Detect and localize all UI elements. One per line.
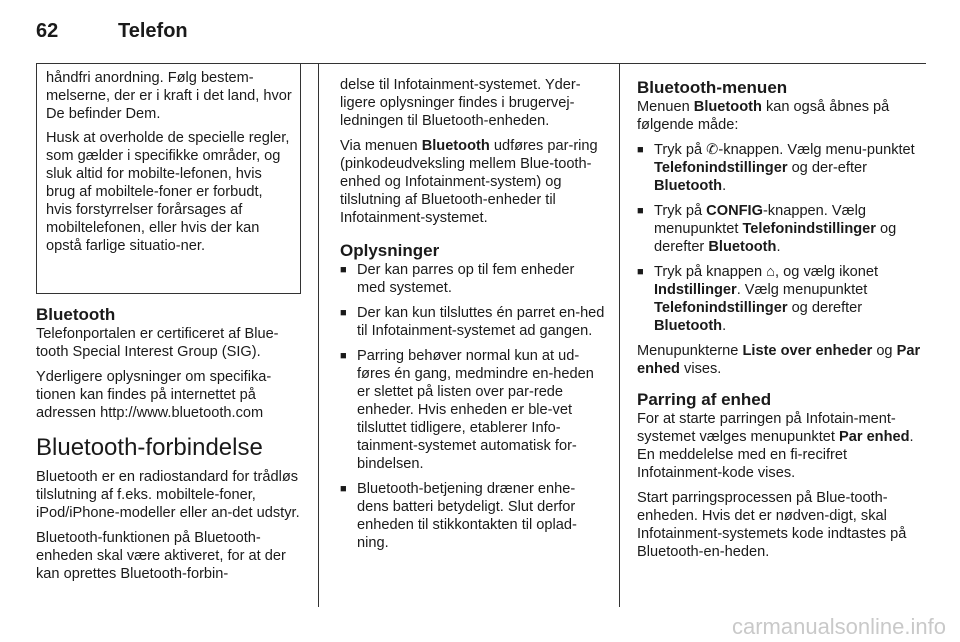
menu-bullet-list bbox=[637, 141, 927, 335]
page-header bbox=[36, 20, 926, 50]
info-heading: Oplysninger bbox=[340, 241, 440, 260]
phone-key-icon: ✆ bbox=[706, 142, 719, 158]
bullet-icon: ■ bbox=[637, 144, 644, 156]
list-item: ■ Der kan kun tilsluttes én parret en-hed til Infotainment-systemet ad gangen. bbox=[340, 305, 605, 339]
col2-paragraph-1: delse til Infotainment-systemet. Yder-ligere oplysninger findes i brugervej-ledningen til Bluetooth-enheden. bbox=[340, 77, 581, 129]
connection-paragraph-1: Bluetooth er en radiostandard for trådløs tilslutning af f.eks. mobiltele-foner, iPod/iPhone-modeller eller an-det udstyr. bbox=[36, 469, 300, 521]
column-2 bbox=[340, 76, 606, 559]
menu-paragraph-1: Menuen Bluetooth kan også åbnes på følgende måde: bbox=[637, 99, 890, 133]
bluetooth-connection-heading: Bluetooth-forbindelse bbox=[36, 434, 263, 461]
column-divider-2 bbox=[619, 63, 620, 607]
note-paragraph-2: Husk at overholde de specielle regler, som gælder i specifikke områder, og sluk altid for mobilte-lefonen, hvis brug af mobiltele-foner er forbudt, hvis forstyrrelser forårsages af mobiltelefonen, eller hvis der kan opstå farlige situatio-ner. bbox=[46, 130, 290, 254]
bluetooth-paragraph-2: Yderligere oplysninger om specifika-tionen kan findes på internettet på adressen http://www.bluetooth.com bbox=[36, 369, 272, 421]
bullet-icon: ■ bbox=[637, 266, 644, 278]
bluetooth-paragraph-1: Telefonportalen er certificeret af Blue-tooth Special Interest Group (SIG). bbox=[36, 326, 279, 360]
bluetooth-menu-heading: Bluetooth-menuen bbox=[637, 78, 788, 97]
page-number: 62 bbox=[36, 20, 59, 42]
menu-paragraph-2: Menupunkterne Liste over enheder og Par enhed vises. bbox=[637, 343, 921, 377]
note-paragraph-1: håndfri anordning. Følg bestem-melserne, der er i kraft i det land, hvor De befinder Dem. bbox=[46, 70, 292, 122]
bullet-icon: ■ bbox=[340, 307, 347, 319]
watermark: carmanualsonline.info bbox=[731, 614, 946, 639]
connection-paragraph-2: Bluetooth-funktionen på Bluetooth-enheden skal være aktiveret, for at der kan oprettes Bluetooth-forbin- bbox=[36, 530, 286, 582]
list-item: ■ Tryk på knappen ⌂, og vælg ikonet Indstillinger. Vælg menupunktet Telefonindstillinger og derefter Bluetooth. bbox=[637, 264, 879, 334]
list-item: ■ Tryk på CONFIG-knappen. Vælg menupunktet Telefonindstillinger og derefter Bluetooth. bbox=[637, 203, 897, 255]
bluetooth-heading: Bluetooth bbox=[36, 305, 116, 324]
column-divider-1 bbox=[318, 63, 319, 607]
list-item: ■ Tryk på ✆-knappen. Vælg menu-punktet Telefonindstillinger og der-efter Bluetooth. bbox=[637, 142, 915, 194]
list-item: ■ Bluetooth-betjening dræner enhe-dens batteri betydeligt. Slut derfor enheden til stikkontakten til oplad-ning. bbox=[340, 481, 577, 551]
bullet-icon: ■ bbox=[340, 264, 347, 276]
home-key-icon: ⌂ bbox=[766, 264, 776, 280]
list-item: ■ Parring behøver normal kun at ud-føres én gang, medmindre en-heden er slettet på listen over par-rede enheder. Hvis enheden er ble-vet tilsluttet tidligere, etablerer Info-tainment-systemet automatisk for-bindelsen. bbox=[340, 348, 594, 472]
chapter-title: Telefon bbox=[118, 20, 188, 42]
bullet-icon: ■ bbox=[340, 483, 347, 495]
pairing-paragraph-1: For at starte parringen på Infotain-ment-systemet vælges menupunktet Par enhed. En meddelelse med en fi-recifret Infotainment-kode vises. bbox=[637, 411, 914, 481]
pairing-paragraph-2: Start parringsprocessen på Blue-tooth-enheden. Hvis det er nødven-digt, skal Infotainment-systemets kode indtastes på Bluetooth-en-heden. bbox=[637, 490, 907, 560]
bullet-icon: ■ bbox=[340, 350, 347, 362]
col2-paragraph-2: Via menuen Bluetooth udføres par-ring (pinkodeudveksling mellem Blue-tooth-enhed og Infotainment-system) og tilslutning af Bluetooth-enheder til Infotainment-systemet. bbox=[340, 138, 598, 226]
column-1 bbox=[36, 305, 304, 590]
bullet-icon: ■ bbox=[637, 205, 644, 217]
column-3 bbox=[637, 78, 927, 568]
note-box bbox=[36, 63, 301, 294]
pairing-heading: Parring af enhed bbox=[637, 390, 772, 409]
list-item: ■ Der kan parres op til fem enheder med systemet. bbox=[340, 262, 575, 296]
info-bullet-list bbox=[340, 261, 606, 552]
